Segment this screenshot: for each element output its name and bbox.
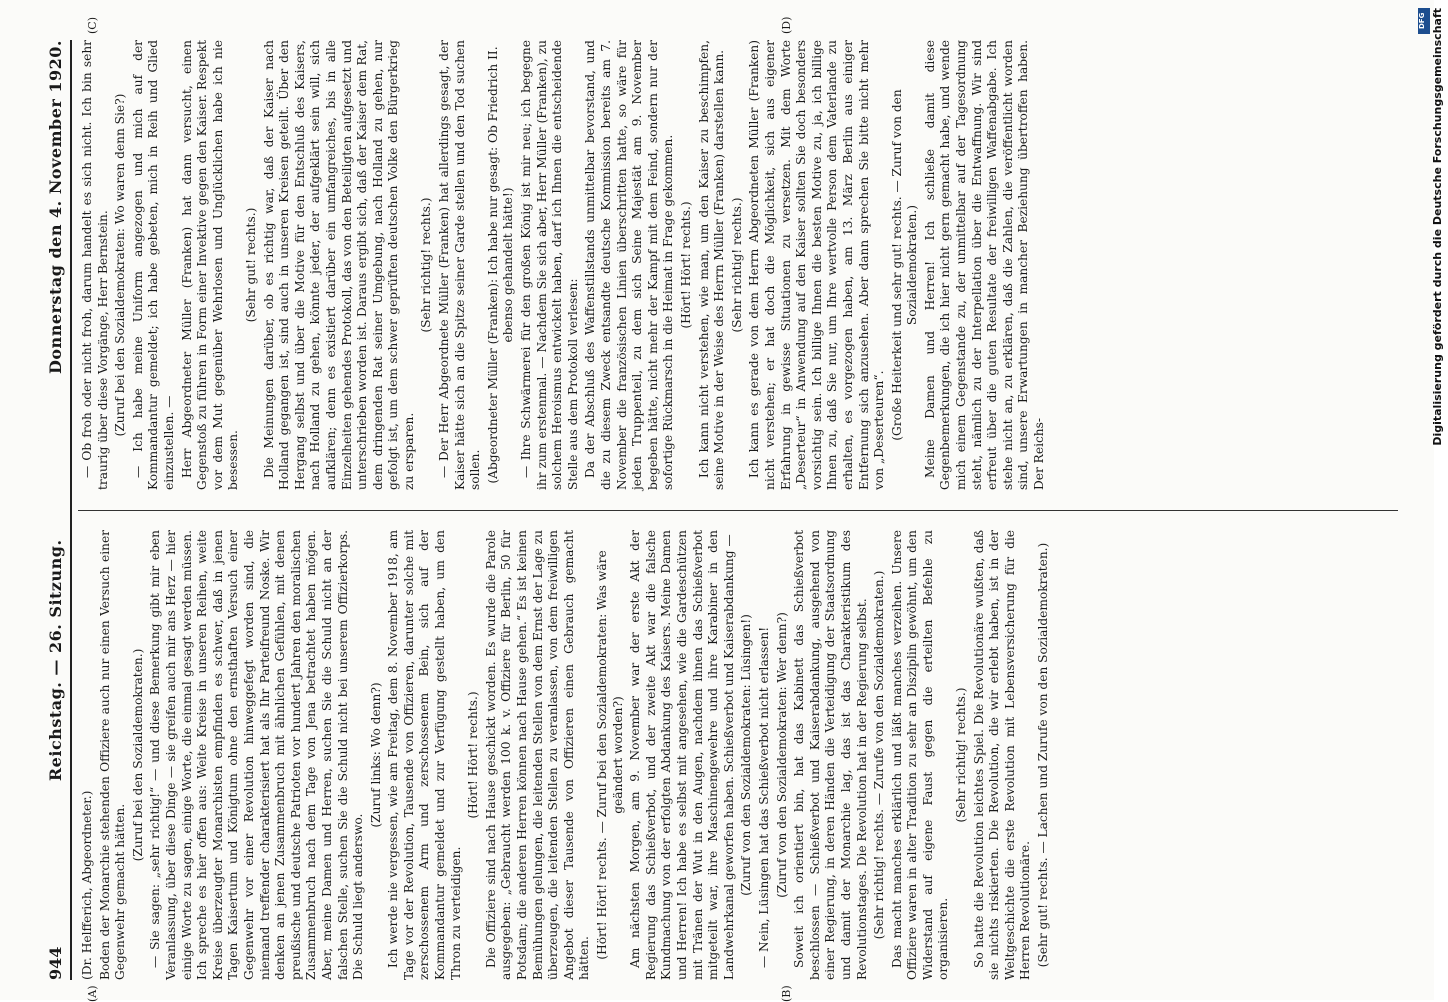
paragraph: — Der Herr Abgeordnete Müller (Franken) hat allerdings gesagt, der Kaiser hätte sich an die Spitze seiner Garde stellen und den Tod suchen sollen. [437,40,483,490]
page-header [40,40,70,980]
paragraph: Ich kann nicht verstehen, wie man, um den Kaiser zu beschimpfen, seine Motive in der Weise des Herrn Müller (Franken) darstellen kann. [696,40,727,490]
paragraph: — Ob froh oder nicht froh, darum handelt es sich nicht. Ich bin sehr traurig über diese Vorgänge, Herr Bernstein. [80,40,110,490]
paragraph: (Dr. Helfferich, Abgeordneter.) [80,790,94,980]
header-left-title: Reichstag. — 26. Sitzung. [45,539,65,782]
header-right-title: Donnerstag den 4. November 1920. [45,40,65,374]
paragraph: (Zuruf von den Sozialdemokraten: Lüsingen!) [739,614,754,896]
paragraph: (Zuruf bei den Sozialdemokraten: Wo waren denn Sie?) [113,93,128,437]
paragraph: Meine Damen und Herren! Ich schließe damit diese Gegenbemerkungen, die ich hier nicht gern gemacht habe, und wende mich einem Gegenstande zu, der unmittelbar auf der Tagesordnung steht, nämlich zu der Interpellation über die Entwaffnung. Wir sind erfreut über die guten Resultate der freiwilligen Waffenabgabe. Ich stehe nicht an, zu erklären, daß die Zahlen, die veröffentlicht worden sind, unsere Erwartungen in mancher Beziehung übertroffen haben. Der Reichs- [922,40,1047,490]
rotated-newspaper-page [40,16,1410,1002]
paragraph: Da der Abschluß des Waffenstillstands unmittelbar bevorstand, und die zu diesem Zweck entsandte deutsche Kommission bereits am 7. November die französischen Linien überschritten hatte, so wäre für jeden Truppenteil, zu dem sich Seine Majestät am 9. November begeben hätte, nicht mehr der Kampf mit dem Feind, sondern nur der sofortige Rückmarsch in die Heimat in Frage gekommen. [583,40,676,490]
margin-marker-c: (C) [86,17,99,34]
paragraph: — Ich habe meine Uniform angezogen und mich auf der Kommandantur gemeldet; ich habe gebeten, mich in Reih und Glied einzustellen. — [130,40,176,490]
paragraph: Ich kann es gerade von dem Herrn Abgeordneten Müller (Franken) nicht verstehen; er hat doch die Möglichkeit, sich aus eigener Erfahrung in gewisse Situationen zu versetzen. Mit dem Worte „Deserteur“ in Anwendung auf den Kaiser sollten Sie doch besonders vorsichtig sein. Ich billige Ihnen die besten Motive zu, ja, ich billige Ihnen zu, daß Sie nur, um Ihre wertvolle Person dem Vaterlande zu erhalten, es vorgezogen haben, am 13. März Berlin aus einiger Entfernung sich anzusehen. Aber dann sprechen Sie bitte nicht mehr von „Deserteuren“. [747,40,887,490]
paragraph: Herr Abgeordneter Müller (Franken) hat dann versucht, einen Gegenstoß zu führen in Form einer Invektive gegen den Kaiser. Respekt vor dem Mut gegenüber Wehrlosen und Unglücklichen habe ich nie besessen. [179,40,241,490]
column-divider [78,510,1398,511]
header-rule [70,40,72,980]
digitization-credit [1408,8,1444,993]
paragraph: (Hört! Hört! rechts.) [466,691,481,819]
paragraph: (Zuruf links: Wo denn?) [368,682,383,828]
dfg-logo: DFG [1418,8,1430,34]
paragraph: (Sehr gut! rechts.) [243,207,258,323]
paragraph: (Sehr gut! rechts. — Lachen und Zurufe von den Sozialdemokraten.) [1036,542,1051,968]
paragraph: — Sie sagen: „sehr richtig!“ — und diese Bemerkung gibt mir eben Veranlassung, über diese Dinge — sie greifen auch mir ans Herz — hier einige Worte zu sagen, einige Worte, die einmal gesagt werden müssen. Ich spreche es hier offen aus: Weite Kreise in unseren Reihen, weite Kreise überzeugter Monarchisten empfinden es schwer, daß in jenen Tagen Kaisertum und Königtum ohne den ernsthaften Versuch einer Gegenwehr vor einer Revolution hinweggefegt worden sind, die niemand treffender charakterisiert hat als Ihr Parteifreund Noske. Wir denken an jenen Zusammenbruch mit ähnlichen Gefühlen, mit denen preußische und deutsche Patrioten vor hundert Jahren den moralischen Zusammenbruch nach dem Tage von Jena betrachtet haben mögen. Aber, meine Damen und Herren, suchen Sie die Schuld nicht an der falschen Stelle, suchen Sie die Schuld nicht bei unserem Offizierkorps. Die Schuld liegt anderswo. [148,530,366,980]
paragraph: (Sehr richtig! rechts.) [729,197,744,333]
paragraph: Das macht manches erklärlich und läßt manches verzeihen. Unsere Offiziere waren in alter Tradition zu sehr an Disziplin gewöhnt, um den Widerstand auf eigene Faust gegen die erteilten Befehle zu organisieren. [889,530,951,980]
margin-marker-d: (D) [780,16,793,34]
paragraph: Ich werde nie vergessen, wie am Freitag, dem 8. November 1918, am Tage vor der Revolution, Tausende von Offizieren, darunter solche mit zerschossenem Arm und zerschossenem Bein, sich auf der Kommandantur gemeldet und zur Verfügung gestellt haben, um den Thron zu verteidigen. [386,530,463,980]
paragraph: Am nächsten Morgen, am 9. November war der erste Akt der Regierung das Schießverbot, und der zweite Akt war die falsche Kundmachung von der erfolgten Abdankung des Kaisers. Meine Damen und Herren! Ich habe es selbst mit angesehen, wie die Gardeschützen mit Tränen der Wut in den Augen, nachdem ihnen das Schießverbot mitgeteilt war, ihre Maschinengewehre und ihre Karabiner in den Landwehrkanal geworfen haben. Schießverbot und Kaiserabdankung — [628,530,736,980]
paragraph: (Große Heiterkeit und sehr gut! rechts. — Zuruf von den Sozialdemokraten.) [889,89,920,441]
page-number: 944 [45,946,65,980]
paragraph: Boden der Monarchie stehenden Offiziere auch nur einen Versuch einer Gegenwehr gemacht hätten. [97,530,128,980]
margin-marker-b: (B) [780,985,793,1002]
margin-marker-a: (A) [86,985,99,1002]
paragraph: (Hört! Hört! rechts. — Zuruf bei den Sozialdemokraten: Was wäre geändert worden?) [595,550,625,960]
right-text-column [80,40,1395,490]
digitization-credit-text: Digitalisierung gefördert durch die Deutsche Forschungsgemeinschaft [1431,8,1444,446]
paragraph: (Sehr richtig! rechts. — Zurufe von den Sozialdemokraten.) [872,570,887,940]
left-text-column [80,530,1395,980]
paragraph: — Nein, Lüsingen hat das Schießverbot nicht erlassen! [756,626,771,968]
paragraph: (Sehr richtig! rechts.) [419,197,434,333]
paragraph: So hatte die Revolution leichtes Spiel. Die Revolutionäre wußten, daß sie nichts riskierten. Die Revolution, die wir erlebt haben, ist in der Weltgeschichte die erste Revolution mit Lebensversicherung für die Herren Revolutionäre. [971,530,1033,980]
paragraph: (Zuruf bei den Sozialdemokraten.) [130,648,145,862]
paragraph: Soweit ich orientiert bin, hat das Kabinett das Schießverbot beschlossen — Schießverbot und Kaiserabdankung, ausgehend von einer Regierung, in deren Händen die Verteidigung der Staatsordnung und damit der Monarchie lag, das ist das Charakteristikum des Revolutionstages. Die Revolution hat in der Regierung selbst. [792,530,869,980]
paragraph: — Ihre Schwärmerei für den großen König ist mir neu; ich begegne ihr zum erstenmal. — Nachdem Sie sich aber, Herr Müller (Franken), zu solchem Heroismus entwickelt haben, darf ich Ihnen die entscheidende Stelle aus dem Protokoll verlesen: [519,40,580,490]
paragraph: (Hört! Hört! rechts.) [678,201,693,329]
paragraph: Die Meinungen darüber, ob es richtig war, daß der Kaiser nach Holland gegangen ist, sind auch in unseren Kreisen geteilt. Über den Hergang selbst und über die Motive für den Entschluß des Kaisers, nach Holland zu gehen, könnte jeder, der aufgeklärt sein will, sich aufklären; denn es existiert darüber ein umfangreiches, bis in alle Einzelheiten gehendes Protokoll, das von den Beteiligten aufgesetzt und unterschrieben worden ist. Daraus ergibt sich, daß der Kaiser dem Rat, dem dringenden Rat seiner Umgebung, nach Holland zu gehen, nur gefolgt ist, um dem schwer geprüften deutschen Volke den Bürgerkrieg zu ersparen. [261,40,416,490]
paragraph: (Abgeordneter Müller (Franken): Ich habe nur gesagt: Ob Friedrich II. ebenso gehandelt hätte!) [485,46,516,484]
paragraph: (Zuruf von den Sozialdemokraten: Wer denn?) [774,612,789,898]
paragraph: Die Offiziere sind nach Hause geschickt worden. Es wurde die Parole ausgegeben: „Gebraucht werden 100 k. v. Offiziere für Berlin, 50 für Potsdam; die anderen Herren können nach Hause gehen.“ Es ist keinen Bemühungen gelungen, die leitenden Stellen von dem Ernst der Lage zu überzeugen, die leitenden Stellen zu veranlassen, von dem freiwilligen Angebot dieser Tausende von Offizieren einen Gebrauch gemacht hätten. [483,530,592,980]
paragraph: (Sehr richtig! rechts.) [954,687,969,823]
